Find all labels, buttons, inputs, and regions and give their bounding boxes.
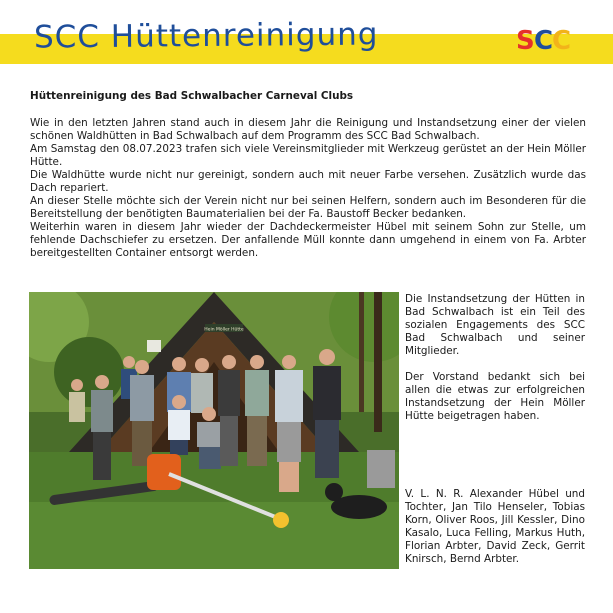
hut-sign-text: Hein Möller Hütte <box>204 327 244 333</box>
article-heading: Hüttenreinigung des Bad Schwalbacher Carneval Clubs <box>30 90 354 102</box>
scc-logo <box>514 24 574 54</box>
paragraph-date: Am Samstag den 08.07.2023 trafen sich viele Vereinsmitglieder mit Werkzeug gerüstet an der Hein Möller Hütte. <box>30 143 586 168</box>
svg-text:C: C <box>534 26 554 54</box>
svg-text:C: C <box>552 26 572 54</box>
photo-caption: V. L. N. R. Alexander Hübel und Tochter, Jan Tilo Henseler, Tobias Korn, Oliver Roos, Jill Kessler, Dino Kasalo, Luca Felling, Markus Huth, Florian Arbter, David Zeck, Gerrit Knirsch, Bernd Arbter. <box>405 488 585 565</box>
paragraph-intro: Wie in den letzten Jahren stand auch in diesem Jahr die Reinigung und Instandsetzung einer der vielen schönen Waldhütten in Bad Schwalbach auf dem Programm des SCC Bad Schwalbach. <box>30 117 586 142</box>
side-column <box>405 293 585 579</box>
paragraph-repair: Die Waldhütte wurde nicht nur gereinigt, sondern auch mit neuer Farbe versehen. Zusätzlich wurde das Dach repariert. <box>30 169 586 194</box>
paragraph-roofer: Weiterhin waren in diesem Jahr wieder der Dachdeckermeister Hübel mit seinem Sohn zur Stelle, um fehlende Dachschiefer zu ersetzen. Der anfallende Müll konnte dann umgehend in einem von Fa. Arbter bereitgestellten Container entsorgt werden. <box>30 221 586 259</box>
paragraph-thanks: An dieser Stelle möchte sich der Verein nicht nur bei seinen Helfern, sondern auch im Besonderen für die Bereitstellung der benötigten Baumaterialien bei der Fa. Baustoff Becker bedanken. <box>30 195 586 220</box>
group-photo <box>29 292 399 569</box>
svg-text:S: S <box>516 26 535 54</box>
side-paragraph-thanks: Der Vorstand bedankt sich bei allen die etwas zur erfolgreichen Instandsetzung der Hein Möller Hütte beigetragen haben. <box>405 371 585 422</box>
side-paragraph-engagement: Die Instandsetzung der Hütten in Bad Schwalbach ist ein Teil des sozialen Engagements des SCC Bad Schwalbach und seiner Mitglieder. <box>405 293 585 357</box>
page-title: SCC Hüttenreinigung <box>33 16 379 56</box>
article-body <box>30 117 586 260</box>
